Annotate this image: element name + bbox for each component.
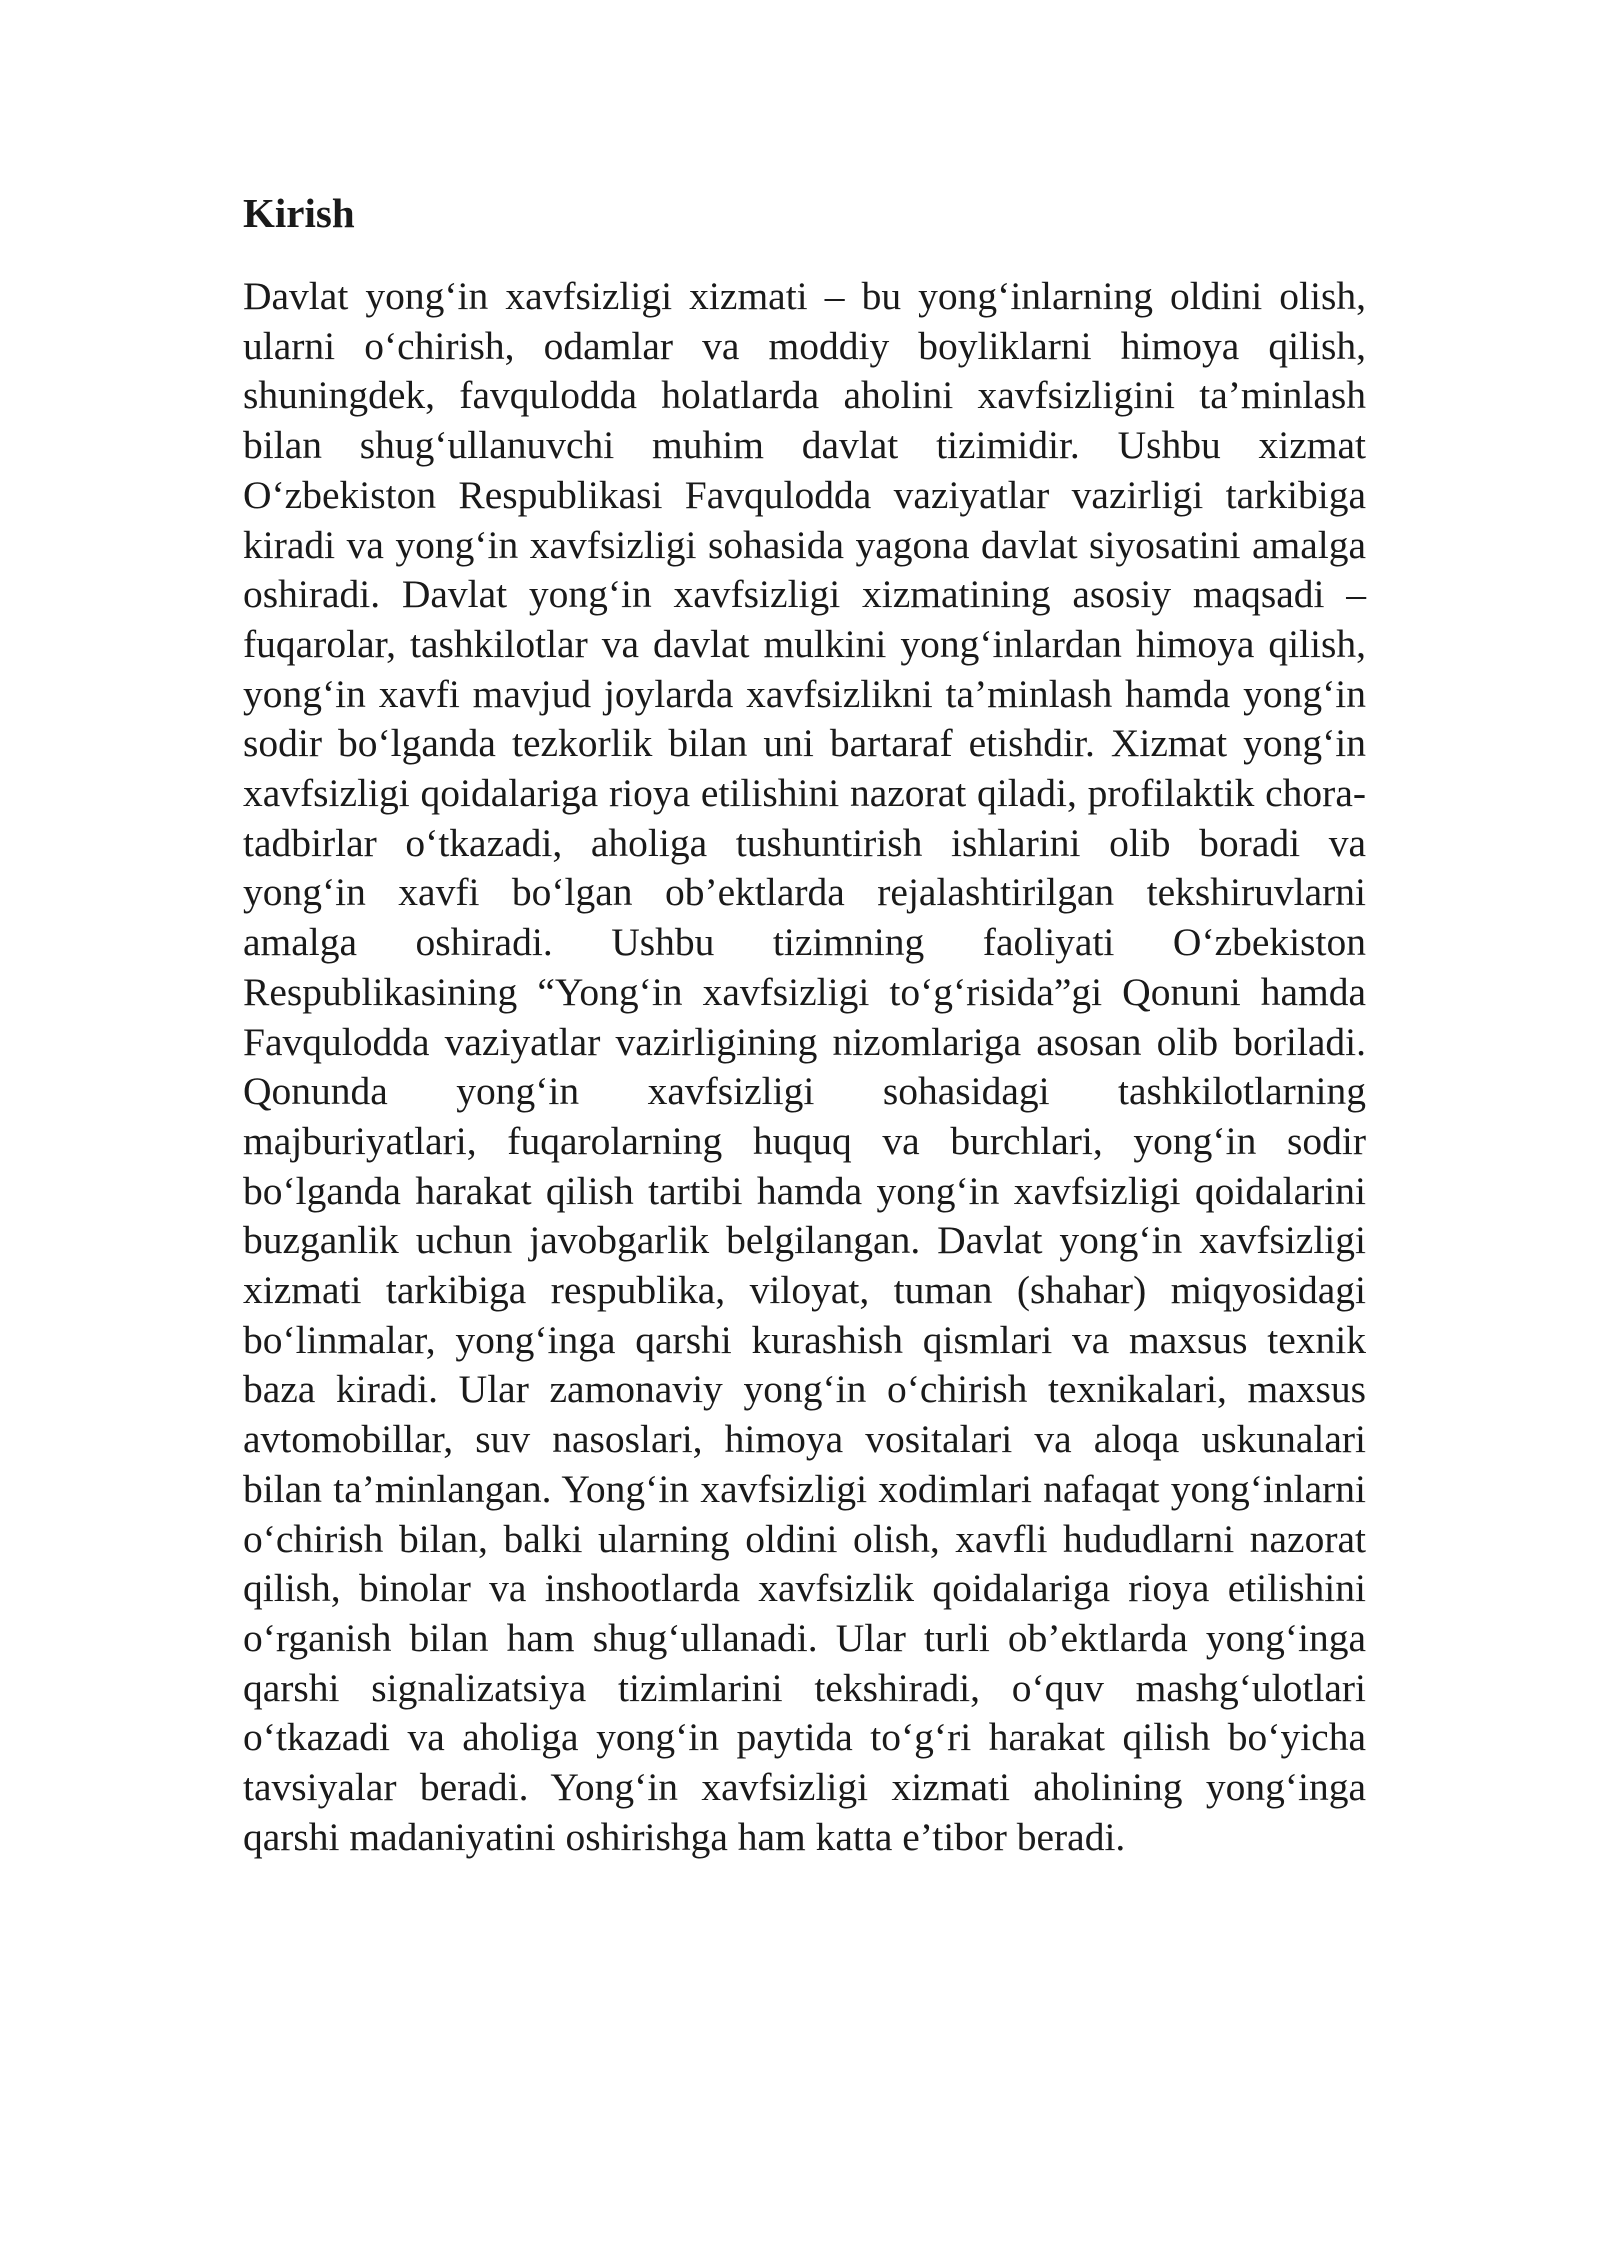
document-content	[243, 188, 1366, 1863]
section-heading: Kirish	[243, 190, 355, 236]
body-paragraph: Davlat yong‘in xavfsizligi xizmati – bu yong‘inlarning oldini olish, ularni o‘chirish, odamlar va moddiy boyliklarni himoya qilish, shuningdek, favqulodda holatlarda aholini xavfsizligini ta’minlash bilan shug‘ullanuvchi muhim davlat tizimidir. Ushbu xizmat O‘zbekiston Respublikasi Favqulodda vaziyatlar vazirligi tarkibiga kiradi va yong‘in xavfsizligi sohasida yagona davlat siyosatini amalga oshiradi. Davlat yong‘in xavfsizligi xizmatining asosiy maqsadi – fuqarolar, tashkilotlar va davlat mulkini yong‘inlardan himoya qilish, yong‘in xavfi mavjud joylarda xavfsizlikni ta’minlash hamda yong‘in sodir bo‘lganda tezkorlik bilan uni bartaraf etishdir. Xizmat yong‘in xavfsizligi qoidalariga rioya etilishini nazorat qiladi, profilaktik chora-tadbirlar o‘tkazadi, aholiga tushuntirish ishlarini olib boradi va yong‘in xavfi bo‘lgan ob’ektlarda rejalashtirilgan tekshiruvlarni amalga oshiradi. Ushbu tizimning faoliyati O‘zbekiston Respublikasining “Yong‘in xavfsizligi to‘g‘risida”gi Qonuni hamda Favqulodda vaziyatlar vazirligining nizomlariga asosan olib boriladi. Qonunda yong‘in xavfsizligi sohasidagi tashkilotlarning majburiyatlari, fuqarolarning huquq va burchlari, yong‘in sodir bo‘lganda harakat qilish tartibi hamda yong‘in xavfsizligi qoidalarini buzganlik uchun javobgarlik belgilangan. Davlat yong‘in xavfsizligi xizmati tarkibiga respublika, viloyat, tuman (shahar) miqyosidagi bo‘linmalar, yong‘inga qarshi kurashish qismlari va maxsus texnik baza kiradi. Ular zamonaviy yong‘in o‘chirish texnikalari, maxsus avtomobillar, suv nasoslari, himoya vositalari va aloqa uskunalari bilan ta’minlangan. Yong‘in xavfsizligi xodimlari nafaqat yong‘inlarni o‘chirish bilan, balki ularning oldini olish, xavfli hududlarni nazorat qilish, binolar va inshootlarda xavfsizlik qoidalariga rioya etilishini o‘rganish bilan ham shug‘ullanadi. Ular turli ob’ektlarda yong‘inga qarshi signalizatsiya tizimlarini tekshiradi, o‘quv mashg‘ulotlari o‘tkazadi va aholiga yong‘in paytida to‘g‘ri harakat qilish bo‘yicha tavsiyalar beradi. Yong‘in xavfsizligi xizmati aholining yong‘inga qarshi madaniyatini oshirishga ham katta e’tibor beradi.	[243, 274, 1366, 1859]
